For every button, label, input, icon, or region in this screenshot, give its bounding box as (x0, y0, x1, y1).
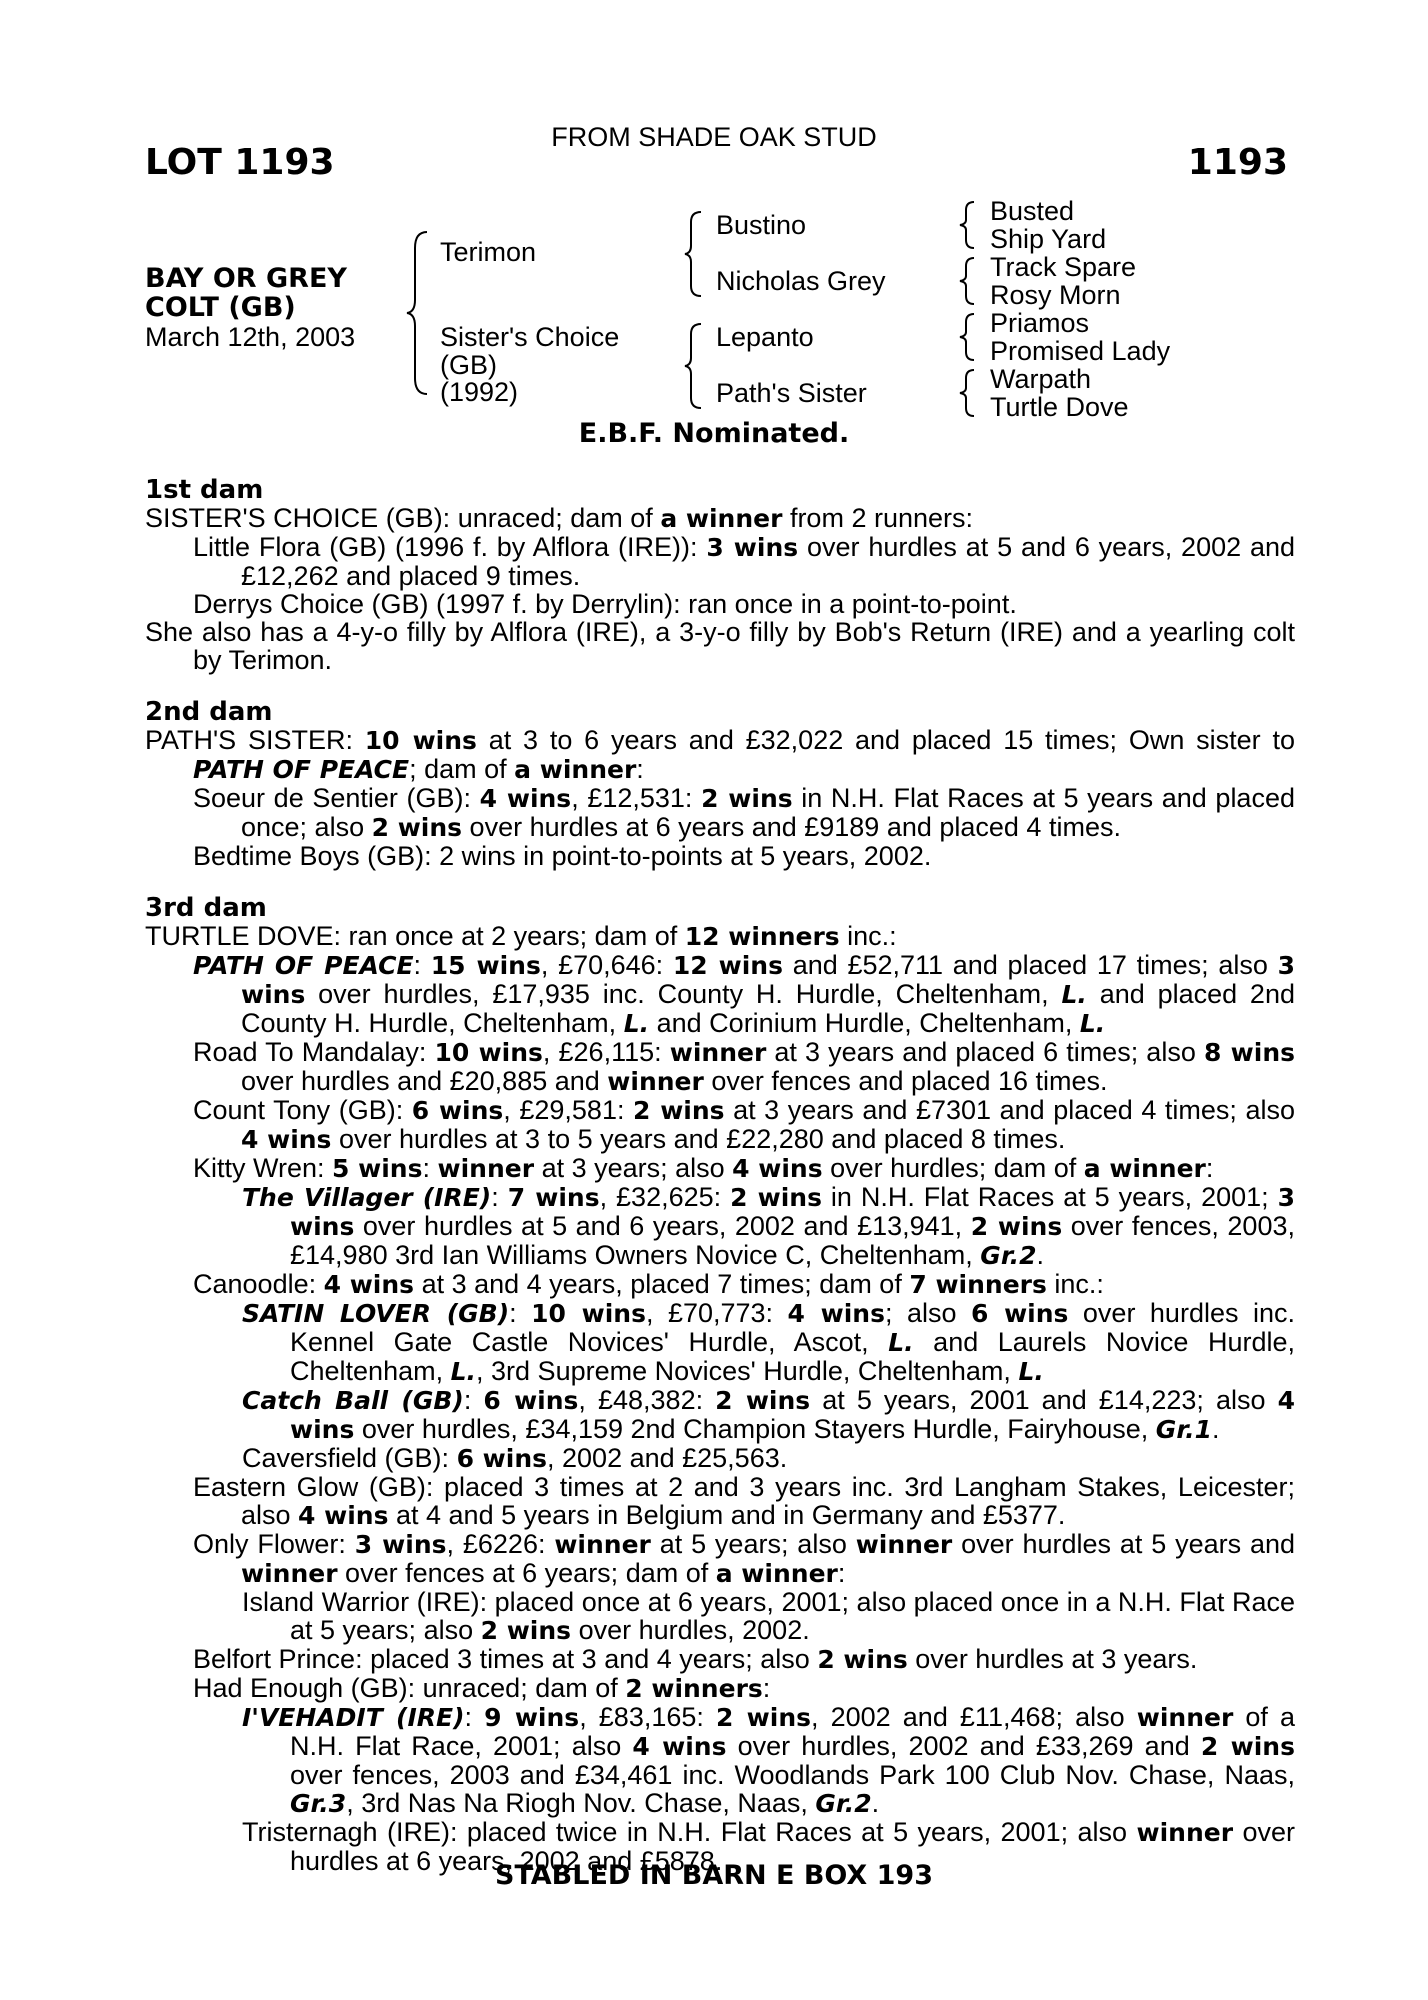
pedigree-gen3-1: Busted (990, 196, 1075, 226)
pedigree-brace-dam-gen2 (683, 320, 705, 412)
pedigree-gen3-8: Turtle Dove (990, 392, 1129, 422)
pedigree-dam-line2: (GB) (440, 350, 497, 380)
pedigree-dam-dam: Path's Sister (716, 378, 867, 408)
pedigree-gen3-5: Priamos (990, 308, 1090, 338)
first-dam-summary: SISTER'S CHOICE (GB): unraced; dam of a winner from 2 runners: (145, 503, 974, 533)
third-dam-produce-item: Belfort Prince: placed 3 times at 3 and 4 years; also 2 wins over hurdles at 3 years. (193, 1644, 1198, 1674)
grand-produce-item: The Villager (IRE): 7 wins, £32,625: 2 wins in N.H. Flat Races at 5 years, 2001; 3 wins over hurdles at 5 and 6 years, 2002 and £13,941, 2 wins over fences, 2003, £14,980 3rd Ian Williams Owners Novice C, Cheltenham, Gr.2. (242, 1182, 1295, 1270)
pedigree-gen3-6: Promised Lady (990, 336, 1171, 366)
stabling-info: STABLED IN BARN E BOX 193 (495, 1860, 933, 1891)
horse-description-line1: BAY OR GREY (145, 263, 347, 294)
lot-number: 1193 (1187, 142, 1288, 183)
third-dam-produce-item: Only Flower: 3 wins, £6226: winner at 5 years; also winner over hurdles at 5 years and winner over fences at 6 years; dam of a winner: (193, 1529, 1295, 1588)
grand-produce-item: SATIN LOVER (GB): 10 wins, £70,773: 4 wins; also 6 wins over hurdles inc. Kennel Gate Castle Novices' Hurdle, Ascot, L. and Laurels Novice Hurdle, Cheltenham, L., 3rd Supreme Novices' Hurdle, Cheltenham, L. (242, 1298, 1295, 1386)
third-dam-heading: 3rd dam (145, 893, 267, 923)
pedigree-gen3-7: Warpath (990, 364, 1092, 394)
second-dam-produce-item: Bedtime Boys (GB): 2 wins in point-to-points at 5 years, 2002. (193, 841, 932, 871)
pedigree-brace-gen3-b (958, 254, 978, 308)
second-dam-heading: 2nd dam (145, 697, 273, 727)
horse-description-line2: COLT (GB) (145, 292, 296, 323)
pedigree-brace-gen1 (405, 228, 435, 398)
third-dam-produce-item: Road To Mandalay: 10 wins, £26,115: winner at 3 years and placed 6 times; also 8 wins over hurdles and £20,885 and winner over fences and placed 16 times. (193, 1037, 1295, 1096)
third-dam-produce-item: Canoodle: 4 wins at 3 and 4 years, placed 7 times; dam of 7 winners inc.: (193, 1269, 1104, 1299)
second-dam-summary: PATH'S SISTER: 10 wins at 3 to 6 years and £32,022 and placed 15 times; Own sister to PATH OF PEACE; dam of a winner: (145, 725, 1295, 784)
grand-produce-item: I'VEHADIT (IRE): 9 wins, £83,165: 2 wins, 2002 and £11,468; also winner of a N.H. Flat Race, 2001; also 4 wins over hurdles, 2002 and £33,269 and 2 wins over fences, 2003 and £34,461 inc. Woodlands Park 100 Club Nov. Chase, Naas, Gr.3, 3rd Nas Na Riogh Nov. Chase, Naas, Gr.2. (242, 1702, 1295, 1818)
third-dam-produce-item: Had Enough (GB): unraced; dam of 2 winners: (193, 1673, 771, 1703)
pedigree-brace-gen3-a (958, 198, 978, 252)
third-dam-produce-item: Eastern Glow (GB): placed 3 times at 2 and 3 years inc. 3rd Langham Stakes, Leicester; also 4 wins at 4 and 5 years in Belgium and in Germany and £5377. (193, 1472, 1295, 1530)
pedigree-brace-gen3-c (958, 310, 978, 364)
grand-produce-item: Caversfield (GB): 6 wins, 2002 and £25,563. (242, 1443, 788, 1473)
ebf-nomination: E.B.F. Nominated. (578, 418, 850, 449)
pedigree-sire: Terimon (440, 237, 537, 267)
third-dam-produce-item: Count Tony (GB): 6 wins, £29,581: 2 wins at 3 years and £7301 and placed 4 times; also 4 wins over hurdles at 3 to 5 years and £22,280 and placed 8 times. (193, 1095, 1296, 1154)
first-dam-heading: 1st dam (145, 475, 264, 505)
first-dam-produce-item: Little Flora (GB) (1996 f. by Alflora (IRE)): 3 wins over hurdles at 5 and 6 years, 2002 and £12,262 and placed 9 times. (193, 532, 1295, 591)
pedigree-gen3-3: Track Spare (990, 252, 1137, 282)
third-dam-summary: TURTLE DOVE: ran once at 2 years; dam of 12 winners inc.: (145, 921, 897, 951)
produce-record (145, 476, 1295, 1875)
first-dam-produce-note: She also has a 4-y-o filly by Alflora (IRE), a 3-y-o filly by Bob's Return (IRE) and a yearling colt by Terimon. (145, 617, 1295, 675)
second-dam-produce-item: Soeur de Sentier (GB): 4 wins, £12,531: 2 wins in N.H. Flat Races at 5 years and placed once; also 2 wins over hurdles at 6 years and £9189 and placed 4 times. (193, 783, 1295, 842)
pedigree-gen3-4: Rosy Morn (990, 280, 1121, 310)
third-dam-produce-item: PATH OF PEACE: 15 wins, £70,646: 12 wins and £52,711 and placed 17 times; also 3 wins over hurdles, £17,935 inc. County H. Hurdle, Cheltenham, L. and placed 2nd County H. Hurdle, Cheltenham, L. and Corinium Hurdle, Cheltenham, L. (193, 950, 1295, 1038)
grand-produce-item: Island Warrior (IRE): placed once at 6 years, 2001; also placed once in a N.H. Flat Race at 5 years; also 2 wins over hurdles, 2002. (242, 1587, 1295, 1645)
pedigree-dam-line1: Sister's Choice (440, 322, 620, 352)
third-dam-produce-item: Kitty Wren: 5 wins: winner at 3 years; also 4 wins over hurdles; dam of a winner: (193, 1153, 1214, 1183)
first-dam-produce-item: Derrys Choice (GB) (1997 f. by Derrylin): ran once in a point-to-point. (193, 589, 1017, 619)
grand-produce-item: Tristernagh (IRE): placed twice in N.H. Flat Races at 5 years, 2001; also winner over hurdles at 6 years, 2002 and £5878. (242, 1817, 1295, 1876)
grand-produce-item: Catch Ball (GB): 6 wins, £48,382: 2 wins at 5 years, 2001 and £14,223; also 4 wins over hurdles, £34,159 2nd Champion Stayers Hurdle, Fairyhouse, Gr.1. (242, 1385, 1295, 1444)
vendor-heading: FROM SHADE OAK STUD (551, 122, 877, 152)
lot-label: LOT 1193 (145, 142, 335, 183)
pedigree-sire-sire: Bustino (716, 210, 807, 240)
pedigree-brace-gen3-d (958, 366, 978, 420)
pedigree-dam-line3: (1992) (440, 377, 519, 407)
pedigree-dam-sire: Lepanto (716, 322, 814, 352)
pedigree-brace-sire-gen2 (683, 208, 705, 300)
pedigree-sire-dam: Nicholas Grey (716, 266, 886, 296)
pedigree-gen3-2: Ship Yard (990, 224, 1107, 254)
foaling-date: March 12th, 2003 (145, 322, 356, 352)
